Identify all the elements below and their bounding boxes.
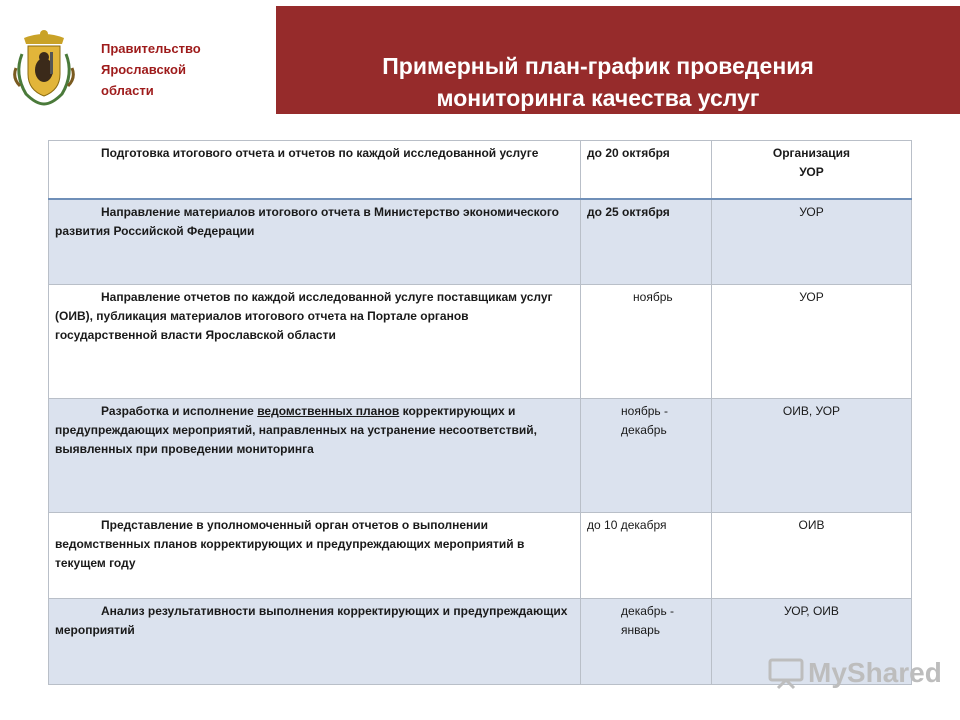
responsible-cell: УОР <box>711 199 911 285</box>
page-title-text: Примерный план-график проведения мониторинга качества услуг <box>382 53 814 111</box>
responsible-cell: УОР <box>711 285 911 399</box>
page-title <box>276 18 960 114</box>
table-row <box>49 399 912 513</box>
date-cell: ноябрь - декабрь <box>581 399 712 513</box>
task-text: Анализ результативности выполнения корректирующих и предупреждающих мероприятий <box>55 604 568 637</box>
responsible-cell: УОР, ОИВ <box>711 599 911 685</box>
task-cell <box>49 199 581 285</box>
table-row <box>49 141 912 199</box>
date-cell: декабрь - январь <box>581 599 712 685</box>
task-cell <box>49 513 581 599</box>
org-name: Правительство Ярославской области <box>101 41 201 98</box>
schedule-table <box>48 140 912 685</box>
coat-of-arms-icon <box>12 28 76 106</box>
date-cell: до 25 октября <box>581 199 712 285</box>
responsible-cell: ОИВ, УОР <box>711 399 911 513</box>
task-cell <box>49 141 581 199</box>
task-text: Направление материалов итогового отчета в Министерство экономического развития Российской Федерации <box>55 204 560 238</box>
task-cell <box>49 285 581 399</box>
task-text: Представление в уполномоченный орган отчетов о выполнении ведомственных планов корректирующих и предупреждающих мероприятий в текущем году <box>55 518 525 570</box>
table-row <box>49 199 912 285</box>
date-cell: ноябрь <box>581 285 712 399</box>
task-text: корректирующих и предупреждающих мероприятий, направленных на устранение несоответствий, выявленных при проведении мониторинга <box>55 404 537 456</box>
watermark-text: MyShared <box>808 657 942 688</box>
watermark <box>768 655 942 691</box>
task-text: Разработка и исполнение <box>101 404 258 418</box>
presentation-board-icon <box>768 656 804 690</box>
task-cell <box>49 399 581 513</box>
table-row <box>49 285 912 399</box>
responsible-cell: Организация УОР <box>711 141 911 199</box>
task-cell <box>49 599 581 685</box>
responsible-cell: ОИВ <box>711 513 911 599</box>
task-text: Подготовка итогового отчета и отчетов по каждой исследованной услуге <box>101 146 539 160</box>
task-text: Направление отчетов по каждой исследованной услуге поставщикам услуг (ОИВ), публикация материалов итогового отчета на Портале органов государственной власти Ярославской области <box>55 290 553 342</box>
task-text-underlined: ведомственных планов <box>257 404 400 418</box>
date-cell: до 20 октября <box>581 141 712 199</box>
table-row <box>49 513 912 599</box>
date-cell: до 10 декабря <box>581 513 712 599</box>
